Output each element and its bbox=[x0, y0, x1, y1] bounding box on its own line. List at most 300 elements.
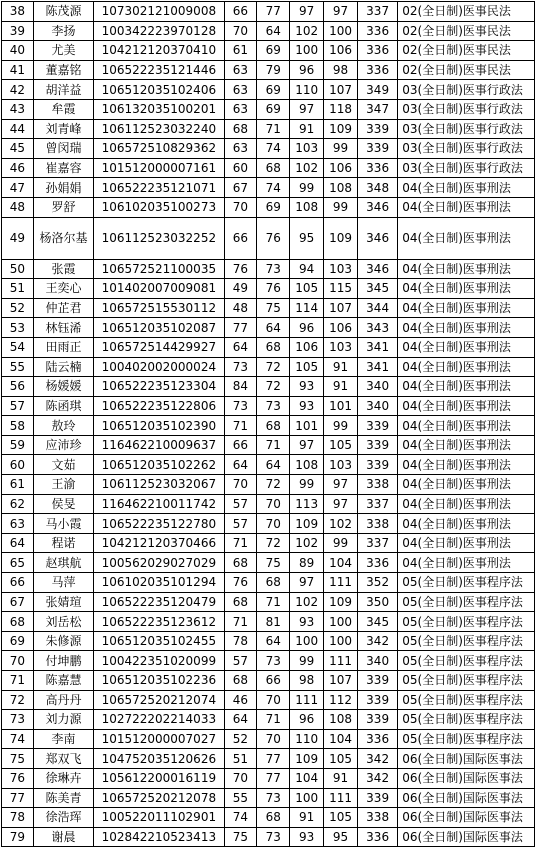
score-4-cell: 107 bbox=[324, 671, 358, 691]
table-row bbox=[2, 318, 535, 338]
candidate-id-cell: 106132035100201 bbox=[94, 99, 224, 119]
candidate-id-cell: 106112523032252 bbox=[94, 217, 224, 259]
score-1-cell: 76 bbox=[224, 259, 257, 279]
table-row bbox=[2, 80, 535, 100]
score-2-cell: 72 bbox=[257, 377, 290, 397]
table-row bbox=[2, 631, 535, 651]
score-1-cell: 66 bbox=[224, 2, 257, 22]
score-3-cell: 97 bbox=[290, 99, 324, 119]
score-1-cell: 63 bbox=[224, 99, 257, 119]
score-3-cell: 109 bbox=[290, 514, 324, 534]
score-1-cell: 68 bbox=[224, 592, 257, 612]
score-4-cell: 102 bbox=[324, 514, 358, 534]
score-1-cell: 51 bbox=[224, 749, 257, 769]
score-4-cell: 104 bbox=[324, 729, 358, 749]
score-2-cell: 64 bbox=[257, 21, 290, 41]
admission-list-sheet bbox=[1, 1, 535, 847]
score-1-cell: 57 bbox=[224, 514, 257, 534]
row-number-cell: 45 bbox=[2, 139, 34, 159]
table-row bbox=[2, 60, 535, 80]
candidate-id-cell: 106572510829362 bbox=[94, 139, 224, 159]
major-cell: 04(全日制)医事刑法 bbox=[398, 377, 535, 397]
candidate-id-cell: 106512035102087 bbox=[94, 318, 224, 338]
score-4-cell: 99 bbox=[324, 416, 358, 436]
score-4-cell: 108 bbox=[324, 710, 358, 730]
score-3-cell: 96 bbox=[290, 710, 324, 730]
row-number-cell: 61 bbox=[2, 475, 34, 495]
score-2-cell: 69 bbox=[257, 80, 290, 100]
major-cell: 02(全日制)医事民法 bbox=[398, 21, 535, 41]
score-2-cell: 73 bbox=[257, 396, 290, 416]
major-cell: 04(全日制)医事刑法 bbox=[398, 455, 535, 475]
score-3-cell: 97 bbox=[290, 573, 324, 593]
candidate-name-cell: 张婧瑄 bbox=[33, 592, 93, 612]
score-2-cell: 81 bbox=[257, 612, 290, 632]
table-row bbox=[2, 41, 535, 61]
candidate-id-cell: 100522011102901 bbox=[94, 808, 224, 828]
candidate-name-cell: 张霞 bbox=[33, 259, 93, 279]
total-score-cell: 350 bbox=[358, 592, 398, 612]
major-cell: 04(全日制)医事刑法 bbox=[398, 533, 535, 553]
candidate-name-cell: 王奕心 bbox=[33, 279, 93, 299]
score-4-cell: 109 bbox=[324, 592, 358, 612]
table-row bbox=[2, 119, 535, 139]
total-score-cell: 336 bbox=[358, 158, 398, 178]
score-4-cell: 109 bbox=[324, 119, 358, 139]
major-cell: 05(全日制)医事程序法 bbox=[398, 612, 535, 632]
candidate-id-cell: 116462210011742 bbox=[94, 494, 224, 514]
score-2-cell: 79 bbox=[257, 60, 290, 80]
score-4-cell: 103 bbox=[324, 455, 358, 475]
score-1-cell: 64 bbox=[224, 455, 257, 475]
candidate-name-cell: 罗舒 bbox=[33, 197, 93, 217]
major-cell: 03(全日制)医事行政法 bbox=[398, 99, 535, 119]
candidate-name-cell: 尤美 bbox=[33, 41, 93, 61]
score-3-cell: 102 bbox=[290, 533, 324, 553]
total-score-cell: 346 bbox=[358, 259, 398, 279]
major-cell: 06(全日制)国际医事法 bbox=[398, 749, 535, 769]
candidate-id-cell: 100342223970128 bbox=[94, 21, 224, 41]
score-4-cell: 112 bbox=[324, 690, 358, 710]
score-2-cell: 71 bbox=[257, 710, 290, 730]
candidate-name-cell: 程诺 bbox=[33, 533, 93, 553]
candidate-id-cell: 106102035100273 bbox=[94, 197, 224, 217]
table-row bbox=[2, 337, 535, 357]
score-4-cell: 106 bbox=[324, 318, 358, 338]
row-number-cell: 69 bbox=[2, 631, 34, 651]
score-1-cell: 71 bbox=[224, 612, 257, 632]
candidate-id-cell: 106512035102236 bbox=[94, 671, 224, 691]
score-3-cell: 109 bbox=[290, 749, 324, 769]
table-row bbox=[2, 158, 535, 178]
table-row bbox=[2, 808, 535, 828]
major-cell: 05(全日制)医事程序法 bbox=[398, 651, 535, 671]
major-cell: 06(全日制)国际医事法 bbox=[398, 788, 535, 808]
table-row bbox=[2, 710, 535, 730]
score-2-cell: 71 bbox=[257, 119, 290, 139]
candidate-id-cell: 106112523032240 bbox=[94, 119, 224, 139]
score-1-cell: 76 bbox=[224, 573, 257, 593]
score-3-cell: 102 bbox=[290, 21, 324, 41]
score-2-cell: 77 bbox=[257, 2, 290, 22]
score-2-cell: 69 bbox=[257, 99, 290, 119]
candidate-id-cell: 106522235120479 bbox=[94, 592, 224, 612]
score-3-cell: 94 bbox=[290, 259, 324, 279]
total-score-cell: 346 bbox=[358, 197, 398, 217]
total-score-cell: 339 bbox=[358, 455, 398, 475]
major-cell: 04(全日制)医事刑法 bbox=[398, 416, 535, 436]
row-number-cell: 74 bbox=[2, 729, 34, 749]
major-cell: 04(全日制)医事刑法 bbox=[398, 197, 535, 217]
table-row bbox=[2, 494, 535, 514]
candidate-name-cell: 刘岳松 bbox=[33, 612, 93, 632]
score-2-cell: 68 bbox=[257, 158, 290, 178]
score-2-cell: 75 bbox=[257, 553, 290, 573]
major-cell: 04(全日制)医事刑法 bbox=[398, 396, 535, 416]
score-3-cell: 91 bbox=[290, 119, 324, 139]
total-score-cell: 345 bbox=[358, 279, 398, 299]
table-row bbox=[2, 2, 535, 22]
total-score-cell: 336 bbox=[358, 553, 398, 573]
score-4-cell: 98 bbox=[324, 60, 358, 80]
total-score-cell: 340 bbox=[358, 651, 398, 671]
score-2-cell: 70 bbox=[257, 690, 290, 710]
row-number-cell: 57 bbox=[2, 396, 34, 416]
table-row bbox=[2, 592, 535, 612]
score-2-cell: 69 bbox=[257, 197, 290, 217]
score-2-cell: 77 bbox=[257, 768, 290, 788]
score-3-cell: 89 bbox=[290, 553, 324, 573]
row-number-cell: 67 bbox=[2, 592, 34, 612]
row-number-cell: 70 bbox=[2, 651, 34, 671]
major-cell: 04(全日制)医事刑法 bbox=[398, 357, 535, 377]
candidate-id-cell: 106512035102262 bbox=[94, 455, 224, 475]
major-cell: 03(全日制)医事行政法 bbox=[398, 119, 535, 139]
table-row bbox=[2, 475, 535, 495]
major-cell: 05(全日制)医事程序法 bbox=[398, 631, 535, 651]
candidate-id-cell: 106512035102390 bbox=[94, 416, 224, 436]
score-1-cell: 70 bbox=[224, 197, 257, 217]
score-3-cell: 106 bbox=[290, 337, 324, 357]
row-number-cell: 40 bbox=[2, 41, 34, 61]
total-score-cell: 338 bbox=[358, 808, 398, 828]
score-2-cell: 69 bbox=[257, 41, 290, 61]
total-score-cell: 336 bbox=[358, 41, 398, 61]
score-2-cell: 71 bbox=[257, 592, 290, 612]
total-score-cell: 337 bbox=[358, 2, 398, 22]
major-cell: 03(全日制)医事行政法 bbox=[398, 139, 535, 159]
table-row bbox=[2, 197, 535, 217]
candidate-id-cell: 106572515530112 bbox=[94, 298, 224, 318]
row-number-cell: 54 bbox=[2, 337, 34, 357]
major-cell: 04(全日制)医事刑法 bbox=[398, 298, 535, 318]
table-row bbox=[2, 217, 535, 259]
candidate-id-cell: 106572520212078 bbox=[94, 788, 224, 808]
total-score-cell: 340 bbox=[358, 396, 398, 416]
table-row bbox=[2, 768, 535, 788]
candidate-name-cell: 董嘉铭 bbox=[33, 60, 93, 80]
candidate-name-cell: 朱修源 bbox=[33, 631, 93, 651]
row-number-cell: 59 bbox=[2, 435, 34, 455]
score-3-cell: 96 bbox=[290, 318, 324, 338]
score-2-cell: 74 bbox=[257, 178, 290, 198]
score-4-cell: 118 bbox=[324, 99, 358, 119]
score-3-cell: 100 bbox=[290, 788, 324, 808]
score-1-cell: 57 bbox=[224, 651, 257, 671]
row-number-cell: 78 bbox=[2, 808, 34, 828]
total-score-cell: 340 bbox=[358, 377, 398, 397]
score-3-cell: 114 bbox=[290, 298, 324, 318]
candidate-name-cell: 陈美青 bbox=[33, 788, 93, 808]
table-row bbox=[2, 396, 535, 416]
candidate-id-cell: 106522235123304 bbox=[94, 377, 224, 397]
candidate-id-cell: 100422351020099 bbox=[94, 651, 224, 671]
score-1-cell: 68 bbox=[224, 553, 257, 573]
candidate-name-cell: 付坤鹏 bbox=[33, 651, 93, 671]
major-cell: 04(全日制)医事刑法 bbox=[398, 435, 535, 455]
table-row bbox=[2, 178, 535, 198]
row-number-cell: 46 bbox=[2, 158, 34, 178]
table-row bbox=[2, 651, 535, 671]
score-1-cell: 55 bbox=[224, 788, 257, 808]
score-1-cell: 52 bbox=[224, 729, 257, 749]
candidate-id-cell: 102842210523413 bbox=[94, 827, 224, 847]
candidate-name-cell: 谢晨 bbox=[33, 827, 93, 847]
major-cell: 04(全日制)医事刑法 bbox=[398, 553, 535, 573]
row-number-cell: 63 bbox=[2, 514, 34, 534]
major-cell: 06(全日制)国际医事法 bbox=[398, 768, 535, 788]
major-cell: 04(全日制)医事刑法 bbox=[398, 279, 535, 299]
score-4-cell: 111 bbox=[324, 651, 358, 671]
row-number-cell: 38 bbox=[2, 2, 34, 22]
candidate-name-cell: 陈嘉慧 bbox=[33, 671, 93, 691]
score-1-cell: 73 bbox=[224, 396, 257, 416]
score-2-cell: 72 bbox=[257, 475, 290, 495]
score-2-cell: 76 bbox=[257, 217, 290, 259]
row-number-cell: 51 bbox=[2, 279, 34, 299]
major-cell: 04(全日制)医事刑法 bbox=[398, 337, 535, 357]
candidate-id-cell: 106522235123612 bbox=[94, 612, 224, 632]
row-number-cell: 48 bbox=[2, 197, 34, 217]
score-4-cell: 105 bbox=[324, 435, 358, 455]
major-cell: 03(全日制)医事行政法 bbox=[398, 158, 535, 178]
score-4-cell: 111 bbox=[324, 573, 358, 593]
candidate-id-cell: 106572514429927 bbox=[94, 337, 224, 357]
row-number-cell: 65 bbox=[2, 553, 34, 573]
score-3-cell: 93 bbox=[290, 612, 324, 632]
candidate-name-cell: 孙娟娟 bbox=[33, 178, 93, 198]
score-3-cell: 110 bbox=[290, 729, 324, 749]
score-1-cell: 71 bbox=[224, 416, 257, 436]
total-score-cell: 339 bbox=[358, 671, 398, 691]
score-1-cell: 74 bbox=[224, 808, 257, 828]
score-1-cell: 60 bbox=[224, 158, 257, 178]
score-1-cell: 64 bbox=[224, 337, 257, 357]
candidate-id-cell: 107302121009008 bbox=[94, 2, 224, 22]
total-score-cell: 338 bbox=[358, 475, 398, 495]
candidate-id-cell: 100562029027029 bbox=[94, 553, 224, 573]
score-4-cell: 100 bbox=[324, 21, 358, 41]
candidate-id-cell: 106522235122806 bbox=[94, 396, 224, 416]
candidate-id-cell: 104752035120626 bbox=[94, 749, 224, 769]
major-cell: 05(全日制)医事程序法 bbox=[398, 592, 535, 612]
score-4-cell: 106 bbox=[324, 158, 358, 178]
score-1-cell: 66 bbox=[224, 217, 257, 259]
table-row bbox=[2, 690, 535, 710]
score-2-cell: 74 bbox=[257, 139, 290, 159]
candidate-name-cell: 杨洛尔基 bbox=[33, 217, 93, 259]
table-row bbox=[2, 416, 535, 436]
score-3-cell: 101 bbox=[290, 416, 324, 436]
score-4-cell: 111 bbox=[324, 788, 358, 808]
score-4-cell: 107 bbox=[324, 298, 358, 318]
candidate-id-cell: 106522235121071 bbox=[94, 178, 224, 198]
score-3-cell: 91 bbox=[290, 808, 324, 828]
score-2-cell: 73 bbox=[257, 788, 290, 808]
score-1-cell: 78 bbox=[224, 631, 257, 651]
score-2-cell: 64 bbox=[257, 455, 290, 475]
table-row bbox=[2, 533, 535, 553]
score-3-cell: 99 bbox=[290, 475, 324, 495]
table-row bbox=[2, 377, 535, 397]
table-row bbox=[2, 455, 535, 475]
score-3-cell: 93 bbox=[290, 396, 324, 416]
score-1-cell: 71 bbox=[224, 533, 257, 553]
score-2-cell: 66 bbox=[257, 671, 290, 691]
score-1-cell: 73 bbox=[224, 357, 257, 377]
score-4-cell: 97 bbox=[324, 2, 358, 22]
score-2-cell: 64 bbox=[257, 318, 290, 338]
score-1-cell: 66 bbox=[224, 435, 257, 455]
candidate-id-cell: 106522235121446 bbox=[94, 60, 224, 80]
score-2-cell: 68 bbox=[257, 808, 290, 828]
candidate-name-cell: 马萍 bbox=[33, 573, 93, 593]
row-number-cell: 47 bbox=[2, 178, 34, 198]
candidate-id-cell: 116462210009637 bbox=[94, 435, 224, 455]
score-3-cell: 110 bbox=[290, 80, 324, 100]
score-2-cell: 77 bbox=[257, 749, 290, 769]
score-1-cell: 61 bbox=[224, 41, 257, 61]
score-3-cell: 104 bbox=[290, 768, 324, 788]
score-4-cell: 95 bbox=[324, 827, 358, 847]
major-cell: 02(全日制)医事民法 bbox=[398, 60, 535, 80]
major-cell: 05(全日制)医事程序法 bbox=[398, 729, 535, 749]
score-4-cell: 91 bbox=[324, 768, 358, 788]
table-row bbox=[2, 357, 535, 377]
candidate-name-cell: 陈茂源 bbox=[33, 2, 93, 22]
row-number-cell: 79 bbox=[2, 827, 34, 847]
candidate-name-cell: 刘力源 bbox=[33, 710, 93, 730]
row-number-cell: 41 bbox=[2, 60, 34, 80]
total-score-cell: 337 bbox=[358, 494, 398, 514]
major-cell: 05(全日制)医事程序法 bbox=[398, 710, 535, 730]
candidate-name-cell: 曾闵瑞 bbox=[33, 139, 93, 159]
total-score-cell: 339 bbox=[358, 435, 398, 455]
total-score-cell: 339 bbox=[358, 710, 398, 730]
score-3-cell: 103 bbox=[290, 139, 324, 159]
score-1-cell: 63 bbox=[224, 139, 257, 159]
score-4-cell: 107 bbox=[324, 80, 358, 100]
table-row bbox=[2, 749, 535, 769]
score-1-cell: 70 bbox=[224, 475, 257, 495]
score-2-cell: 70 bbox=[257, 494, 290, 514]
total-score-cell: 336 bbox=[358, 729, 398, 749]
score-3-cell: 108 bbox=[290, 455, 324, 475]
major-cell: 02(全日制)医事民法 bbox=[398, 41, 535, 61]
candidate-id-cell: 106572520212074 bbox=[94, 690, 224, 710]
score-4-cell: 101 bbox=[324, 396, 358, 416]
score-2-cell: 68 bbox=[257, 573, 290, 593]
candidate-name-cell: 徐浩珲 bbox=[33, 808, 93, 828]
score-4-cell: 103 bbox=[324, 337, 358, 357]
score-3-cell: 102 bbox=[290, 158, 324, 178]
candidate-name-cell: 刘青峰 bbox=[33, 119, 93, 139]
score-3-cell: 100 bbox=[290, 41, 324, 61]
score-3-cell: 108 bbox=[290, 197, 324, 217]
row-number-cell: 72 bbox=[2, 690, 34, 710]
candidate-name-cell: 陆云楠 bbox=[33, 357, 93, 377]
candidate-name-cell: 仲芷君 bbox=[33, 298, 93, 318]
score-4-cell: 99 bbox=[324, 533, 358, 553]
score-4-cell: 97 bbox=[324, 475, 358, 495]
score-2-cell: 73 bbox=[257, 827, 290, 847]
table-row bbox=[2, 612, 535, 632]
score-3-cell: 97 bbox=[290, 435, 324, 455]
score-4-cell: 99 bbox=[324, 139, 358, 159]
score-1-cell: 46 bbox=[224, 690, 257, 710]
score-2-cell: 73 bbox=[257, 259, 290, 279]
major-cell: 05(全日制)医事程序法 bbox=[398, 671, 535, 691]
score-4-cell: 100 bbox=[324, 631, 358, 651]
total-score-cell: 344 bbox=[358, 298, 398, 318]
row-number-cell: 58 bbox=[2, 416, 34, 436]
candidate-name-cell: 敖玲 bbox=[33, 416, 93, 436]
major-cell: 04(全日制)医事刑法 bbox=[398, 178, 535, 198]
score-3-cell: 93 bbox=[290, 377, 324, 397]
major-cell: 04(全日制)医事刑法 bbox=[398, 318, 535, 338]
major-cell: 04(全日制)医事刑法 bbox=[398, 475, 535, 495]
total-score-cell: 343 bbox=[358, 318, 398, 338]
row-number-cell: 42 bbox=[2, 80, 34, 100]
score-4-cell: 99 bbox=[324, 197, 358, 217]
candidate-name-cell: 陈函琪 bbox=[33, 396, 93, 416]
row-number-cell: 68 bbox=[2, 612, 34, 632]
candidate-name-cell: 牟霞 bbox=[33, 99, 93, 119]
score-4-cell: 109 bbox=[324, 217, 358, 259]
score-1-cell: 64 bbox=[224, 710, 257, 730]
candidate-name-cell: 侯旻 bbox=[33, 494, 93, 514]
score-4-cell: 108 bbox=[324, 178, 358, 198]
candidate-name-cell: 郑双飞 bbox=[33, 749, 93, 769]
total-score-cell: 346 bbox=[358, 217, 398, 259]
table-row bbox=[2, 139, 535, 159]
total-score-cell: 336 bbox=[358, 827, 398, 847]
table-row bbox=[2, 671, 535, 691]
row-number-cell: 53 bbox=[2, 318, 34, 338]
total-score-cell: 352 bbox=[358, 573, 398, 593]
admission-table bbox=[1, 1, 535, 847]
row-number-cell: 75 bbox=[2, 749, 34, 769]
score-3-cell: 93 bbox=[290, 827, 324, 847]
row-number-cell: 43 bbox=[2, 99, 34, 119]
total-score-cell: 339 bbox=[358, 139, 398, 159]
row-number-cell: 55 bbox=[2, 357, 34, 377]
candidate-id-cell: 105612200016119 bbox=[94, 768, 224, 788]
row-number-cell: 60 bbox=[2, 455, 34, 475]
score-4-cell: 91 bbox=[324, 377, 358, 397]
score-4-cell: 103 bbox=[324, 259, 358, 279]
score-2-cell: 73 bbox=[257, 651, 290, 671]
